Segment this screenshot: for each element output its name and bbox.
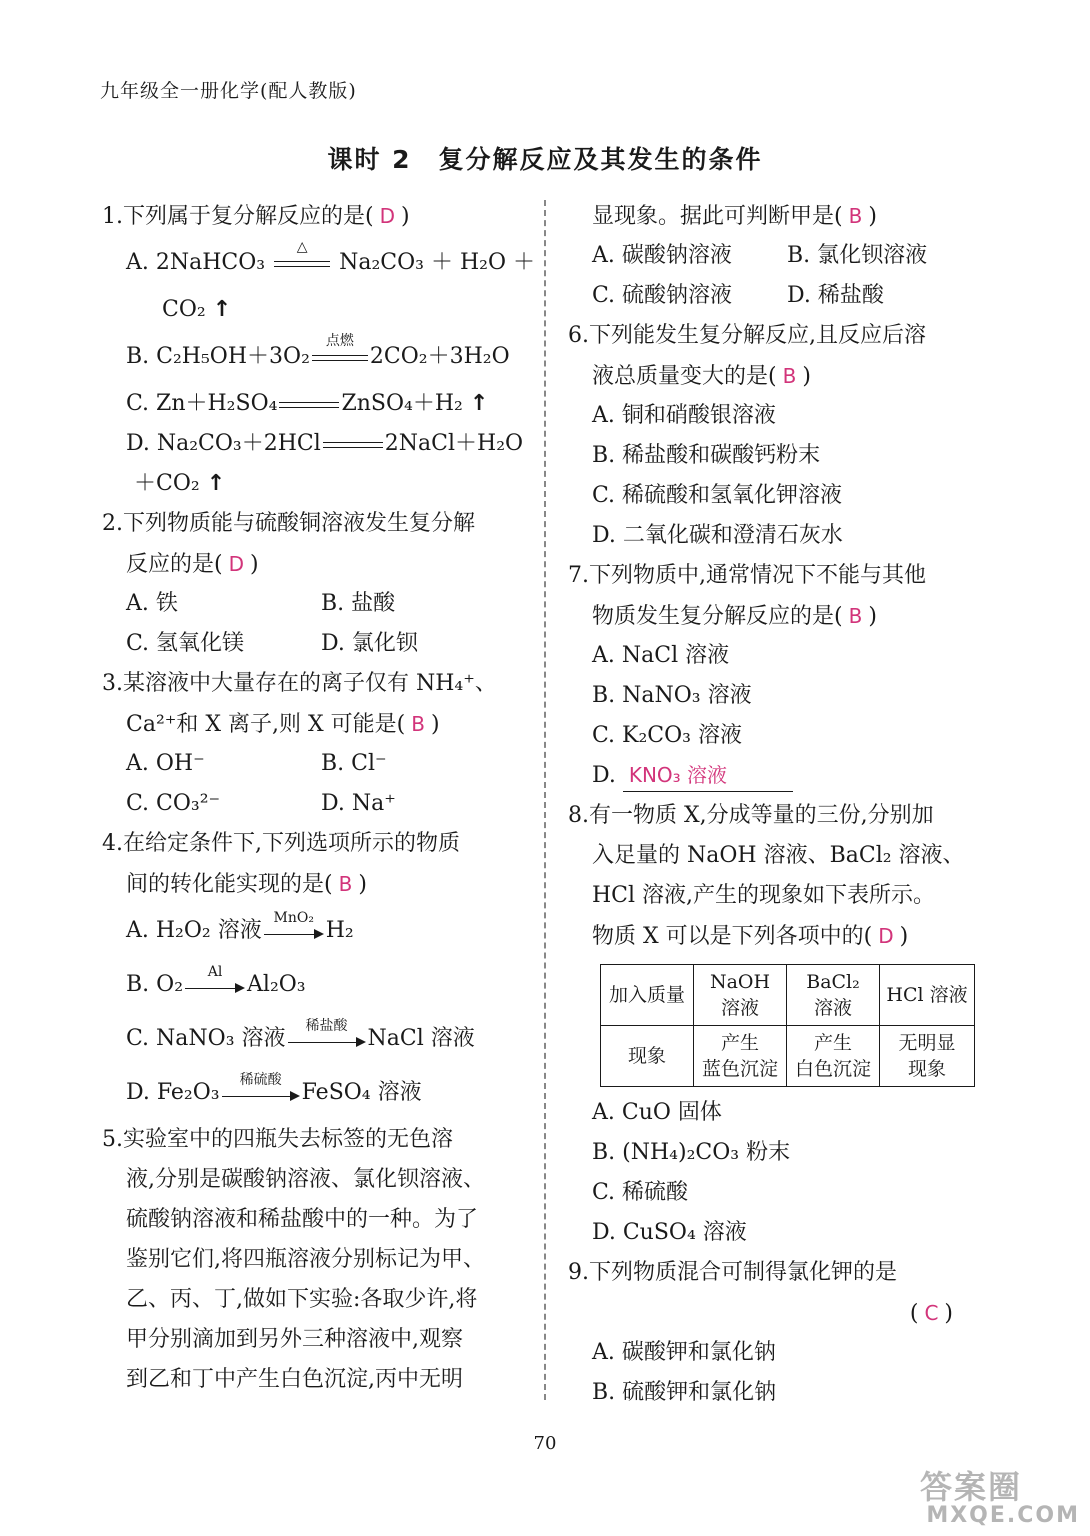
table-row — [601, 1026, 975, 1087]
table-cell: 现象 — [601, 1026, 694, 1087]
q8-option-a: A. CuO 固体 — [592, 1100, 722, 1125]
q6-option-a: A. 铜和硝酸银溶液 — [592, 403, 776, 428]
reaction-arrow-icon: 稀盐酸 — [288, 1028, 366, 1050]
q9-answer: C — [924, 1301, 939, 1325]
q7-answer-fill: KNO₃ 溶液 — [628, 763, 728, 787]
q6-option-d: D. 二氧化碳和澄清石灰水 — [592, 523, 843, 548]
q8-line-2: 入足量的 NaOH 溶液、BaCl₂ 溶液、 — [592, 843, 965, 868]
q2-stem-cont: 反应的是( D ) — [126, 552, 259, 577]
column-divider — [544, 200, 546, 1400]
q8-option-b: B. (NH₄)₂CO₃ 粉末 — [592, 1140, 791, 1165]
q5-line-5: 乙、丙、丁,做如下实验:各取少许,将 — [126, 1287, 478, 1312]
q5-line-4: 鉴别它们,将四瓶溶液分别标记为甲、 — [126, 1247, 485, 1272]
q1-answer: D — [379, 204, 395, 228]
q5-line-2: 液,分别是碳酸钠溶液、氯化钡溶液、 — [126, 1167, 485, 1192]
gas-arrow-icon: ↑ — [206, 471, 226, 496]
reaction-arrow-icon: Al — [185, 974, 245, 996]
q5-options-cd: C. 硫酸钠溶液 D. 稀盐酸 — [592, 283, 884, 308]
q4-option-b: B. O₂ Al Al₂O₃ — [126, 964, 306, 997]
table-cell: 加入质量 — [601, 965, 694, 1026]
q6-option-c: C. 稀硫酸和氢氧化钾溶液 — [592, 483, 843, 508]
page-number: 70 — [533, 1433, 557, 1454]
q6-stem-cont: 液总质量变大的是( B ) — [592, 364, 811, 389]
book-header: 九年级全一册化学(配人教版) — [100, 80, 357, 102]
q4-option-d: D. Fe₂O₃ 稀硫酸 FeSO₄ 溶液 — [126, 1072, 422, 1105]
reaction-arrow-icon: 稀硫酸 — [222, 1082, 300, 1104]
q1-option-d: D. Na₂CO₃＋2HCl 2NaCl＋H₂O — [126, 431, 524, 456]
q6-stem: 6.下列能发生复分解反应,且反应后溶 — [568, 323, 926, 348]
q9-stem: 9.下列物质混合可制得氯化钾的是 — [568, 1260, 897, 1285]
q8-line-4: 物质 X 可以是下列各项中的( D ) — [592, 924, 909, 949]
q8-answer: D — [878, 924, 894, 948]
q7-answer: B — [848, 604, 863, 628]
q1-stem: 1.下列属于复分解反应的是( D ) — [102, 204, 410, 229]
right-column — [568, 196, 993, 1413]
q1-option-c: C. Zn＋H₂SO₄ ZnSO₄＋H₂ ↑ — [126, 391, 489, 416]
q8-line-1: 8.有一物质 X,分成等量的三份,分别加 — [568, 803, 934, 828]
equals-sign-ignite: 点燃 — [312, 345, 368, 369]
q5-line-6: 甲分别滴加到另外三种溶液中,观察 — [126, 1327, 463, 1352]
q2-options-cd: C. 氢氧化镁 D. 氯化钡 — [126, 631, 418, 656]
q2-answer: D — [228, 552, 244, 576]
q7-stem: 7.下列物质中,通常情况下不能与其他 — [568, 563, 926, 588]
q5-line-1: 5.实验室中的四瓶失去标签的无色溶 — [102, 1127, 453, 1152]
q3-options-ab: A. OH⁻ B. Cl⁻ — [126, 751, 387, 776]
watermark-text: 答案圈 — [920, 1468, 1023, 1506]
watermark-url: MXQE.COM — [926, 1503, 1080, 1528]
q4-stem: 4.在给定条件下,下列选项所示的物质 — [102, 831, 460, 856]
q4-option-c: C. NaNO₃ 溶液 稀盐酸 NaCl 溶液 — [126, 1018, 475, 1051]
table-cell: 产生 蓝色沉淀 — [694, 1026, 787, 1087]
q7-option-a: A. NaCl 溶液 — [592, 643, 730, 668]
q4-option-a: A. H₂O₂ 溶液 MnO₂ H₂ — [126, 910, 354, 943]
q8-table — [600, 964, 975, 1087]
reaction-arrow-icon: MnO₂ — [264, 920, 324, 942]
table-cell: HCl 溶液 — [880, 965, 975, 1026]
watermark-logo — [920, 1470, 1080, 1530]
q8-line-3: HCl 溶液,产生的现象如下表所示。 — [592, 883, 936, 908]
q1-option-a-cont: CO₂ ↑ — [162, 297, 232, 322]
table-row — [601, 965, 975, 1026]
equals-sign-heat: △ — [274, 251, 330, 275]
q7-option-b: B. NaNO₃ 溶液 — [592, 683, 752, 708]
table-cell: 无明显 现象 — [880, 1026, 975, 1087]
q7-option-d: D. KNO₃ 溶液 — [568, 756, 993, 796]
q4-answer: B — [338, 872, 353, 896]
q4-stem-cont: 间的转化能实现的是( B ) — [126, 872, 367, 897]
q7-fill-blank — [623, 760, 793, 792]
q7-stem-cont: 物质发生复分解反应的是( B ) — [592, 604, 877, 629]
q3-answer: B — [411, 712, 425, 736]
q5-options-ab: A. 碳酸钠溶液 B. 氯化钡溶液 — [592, 243, 928, 268]
q3-stem-cont: Ca²⁺和 X 离子,则 X 可能是( B ) — [126, 712, 440, 737]
gas-arrow-icon: ↑ — [469, 391, 489, 416]
gas-arrow-icon: ↑ — [212, 297, 232, 322]
q2-options-ab: A. 铁 B. 盐酸 — [126, 591, 396, 616]
table-cell: BaCl₂ 溶液 — [787, 965, 880, 1026]
q1-option-b: B. C₂H₅OH＋3O₂ 点燃 2CO₂＋3H₂O — [126, 333, 510, 369]
q1-option-a: A. 2NaHCO₃ △ Na₂CO₃ ＋ H₂O ＋ — [126, 239, 536, 275]
q5-line-3: 硫酸钠溶液和稀盐酸中的一种。为了 — [126, 1207, 479, 1232]
q9-option-b: B. 硫酸钾和氯化钠 — [592, 1380, 777, 1405]
equals-sign — [323, 432, 383, 456]
q5-stem-cont: 显现象。据此可判断甲是( B ) — [592, 204, 877, 229]
lesson-title: 课时 2 复分解反应及其发生的条件 — [327, 145, 763, 174]
q3-options-cd: C. CO₃²⁻ D. Na⁺ — [126, 791, 396, 816]
left-column — [102, 196, 536, 1400]
table-cell: NaOH 溶液 — [694, 965, 787, 1026]
q2-stem: 2.下列物质能与硫酸铜溶液发生复分解 — [102, 511, 475, 536]
q5-answer: B — [848, 204, 863, 228]
q7-option-c: C. K₂CO₃ 溶液 — [592, 723, 742, 748]
q5-line-7: 到乙和丁中产生白色沉淀,丙中无明 — [126, 1367, 463, 1392]
q9-answer-line: ( C ) — [909, 1301, 953, 1326]
q8-option-c: C. 稀硫酸 — [592, 1180, 689, 1205]
q6-option-b: B. 稀盐酸和碳酸钙粉末 — [592, 443, 821, 468]
q3-stem: 3.某溶液中大量存在的离子仅有 NH₄⁺、 — [102, 671, 497, 696]
q1-option-d-cont: ＋CO₂ ↑ — [134, 471, 226, 496]
equals-sign — [279, 392, 339, 416]
q8-option-d: D. CuSO₄ 溶液 — [592, 1220, 747, 1245]
table-cell: 产生 白色沉淀 — [787, 1026, 880, 1087]
q9-option-a: A. 碳酸钾和氯化钠 — [592, 1340, 776, 1365]
q6-answer: B — [782, 364, 797, 388]
